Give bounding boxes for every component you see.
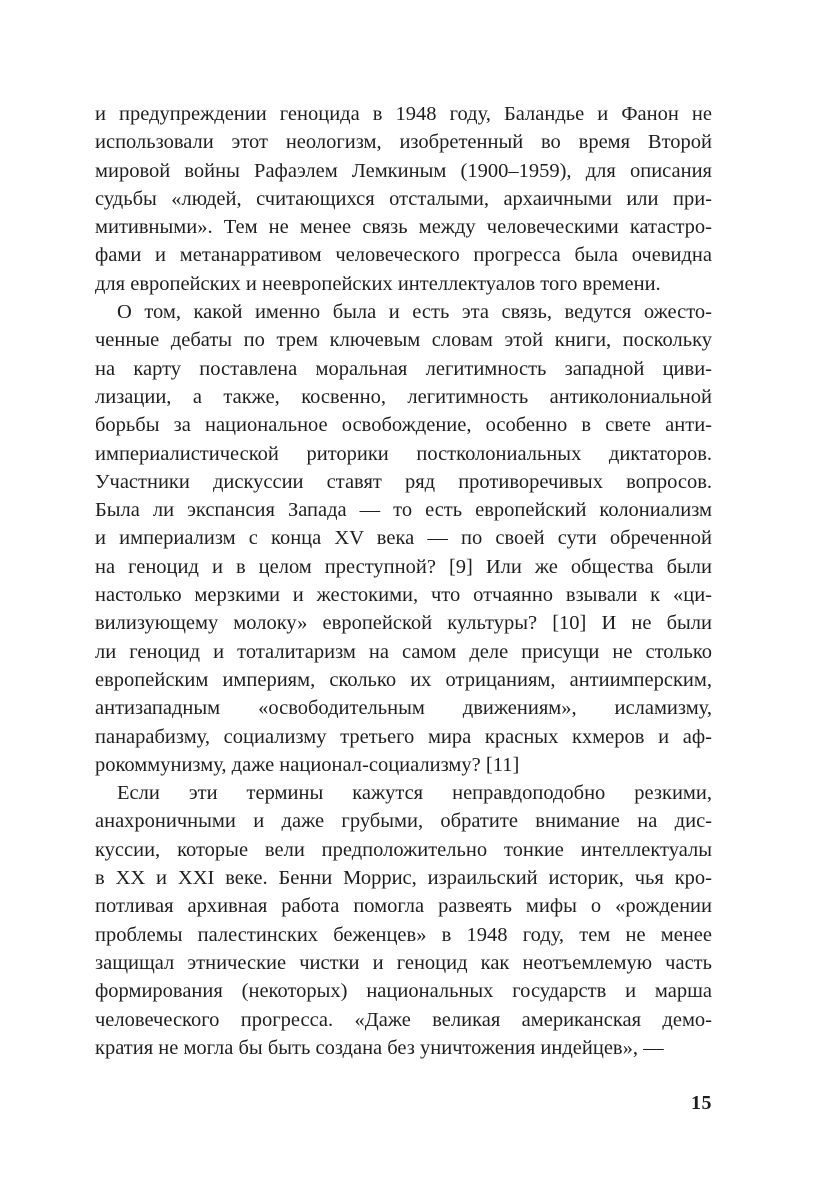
- text-line: анахроничными и даже грубыми, обратите внимание на дис-: [95, 810, 712, 833]
- text-line: настолько мерзкими и жестокими, что отчаянно взывали к «ци-: [95, 584, 712, 607]
- text-line: вилизующему молоку» европейской культуры? [10] И не были: [95, 612, 712, 635]
- paragraph: [95, 100, 712, 298]
- text-line: ли геноцид и тоталитаризм на самом деле присущи не столько: [95, 640, 712, 663]
- page-text: [95, 100, 712, 1062]
- text-line: митивными». Тем не менее связь между человеческими катастро-: [95, 216, 712, 239]
- text-line: человеческого прогресса. «Даже великая американская демо-: [95, 1008, 712, 1031]
- text-line: лизации, а также, косвенно, легитимность антиколониальной: [95, 385, 712, 408]
- text-line: Участники дискуссии ставят ряд противоречивых вопросов.: [95, 470, 712, 493]
- text-line: использовали этот неологизм, изобретенный во время Второй: [95, 131, 712, 154]
- text-line: в XX и XXI веке. Бенни Моррис, израильский историк, чья кро-: [95, 867, 712, 890]
- text-line: империалистической риторики постколониальных диктаторов.: [95, 442, 712, 465]
- text-line: мировой войны Рафаэлем Лемкиным (1900–1959), для описания: [95, 159, 712, 182]
- text-line: для европейских и неевропейских интеллектуалов того времени.: [95, 272, 661, 295]
- text-line: европейским империям, сколько их отрицаниям, антиимперским,: [95, 668, 712, 691]
- text-line: защищал этнические чистки и геноцид как неотъемлемую часть: [95, 951, 712, 974]
- text-line: куссии, которые вели предположительно тонкие интеллектуалы: [95, 838, 712, 861]
- text-line: потливая архивная работа помогла развеять мифы о «рождении: [95, 895, 712, 918]
- text-line: и предупреждении геноцида в 1948 году, Баландье и Фанон не: [95, 103, 712, 125]
- text-line: и империализм с конца XV века — по своей сути обреченной: [95, 527, 712, 550]
- text-line: Была ли экспансия Запада — то есть европейский колониализм: [95, 499, 712, 522]
- text-line: борьбы за национальное освобождение, особенно в свете анти-: [95, 414, 712, 437]
- text-line: кратия не могла бы быть создана без уничтожения индейцев», —: [95, 1036, 664, 1059]
- text-line: Если эти термины кажутся неправдоподобно резкими,: [117, 782, 712, 805]
- text-line: рокоммунизму, даже национал-социализму? [11]: [95, 753, 520, 776]
- text-line: судьбы «людей, считающихся отсталыми, архаичными или при-: [95, 187, 712, 210]
- text-line: ченные дебаты по трем ключевым словам этой книги, поскольку: [95, 329, 712, 352]
- paragraph: [95, 779, 712, 1062]
- text-line: проблемы палестинских беженцев» в 1948 году, тем не менее: [95, 923, 712, 946]
- text-line: О том, какой именно была и есть эта связь, ведутся ожесто-: [117, 301, 712, 324]
- text-line: панарабизму, социализму третьего мира красных кхмеров и аф-: [95, 725, 712, 748]
- text-line: антизападным «освободительным движениям», исламизму,: [95, 697, 712, 720]
- text-line: на карту поставлена моральная легитимность западной циви-: [95, 357, 712, 380]
- text-line: фами и метанарративом человеческого прогресса была очевидна: [95, 244, 712, 267]
- text-line: на геноцид и в целом преступной? [9] Или же общества были: [95, 555, 712, 578]
- page-footer: [95, 1092, 712, 1115]
- paragraph: [95, 298, 712, 779]
- text-line: формирования (некоторых) национальных государств и марша: [95, 980, 712, 1003]
- page-number: 15: [691, 1092, 712, 1114]
